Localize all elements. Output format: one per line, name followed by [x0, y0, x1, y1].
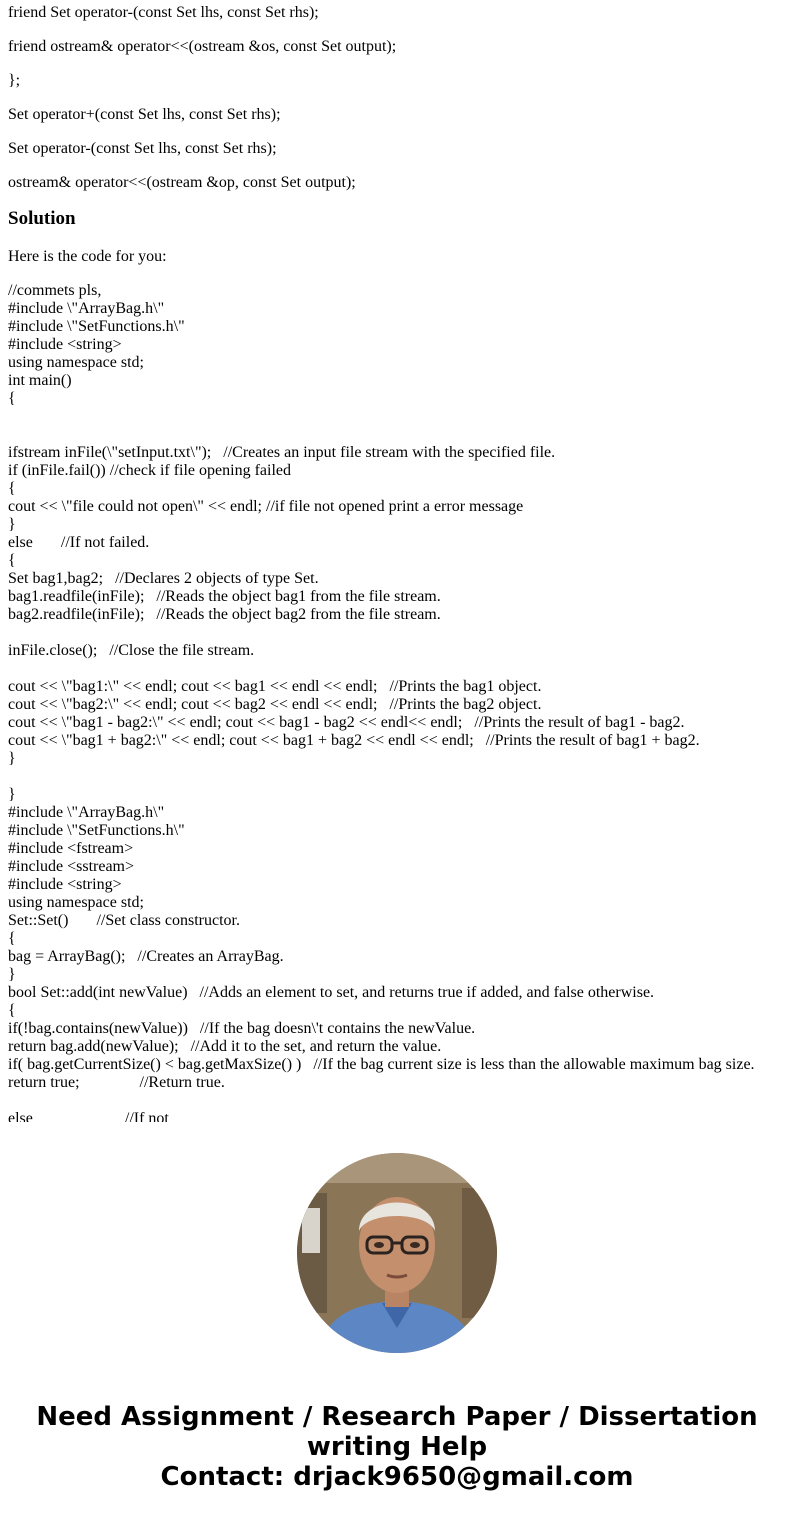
- code-line: bag2.readfile(inFile); //Reads the object bag2 from the file stream.: [8, 606, 441, 623]
- code-line: inFile.close(); //Close the file stream.: [8, 642, 255, 659]
- code-line: [8, 1092, 786, 1110]
- code-line: //commets pls,: [8, 282, 102, 299]
- solution-heading: Solution: [8, 208, 76, 229]
- code-line: {: [8, 390, 16, 407]
- code-line: {: [8, 930, 16, 947]
- intro-text: Here is the code for you:: [8, 248, 167, 265]
- declaration-line: ostream& operator<<(ostream &op, const Set output);: [8, 174, 356, 191]
- code-block: [8, 282, 786, 1122]
- code-line: cout << \"bag1:\" << endl; cout << bag1 << endl << endl; //Prints the bag1 object.: [8, 678, 542, 695]
- code-line: return bag.add(newValue); //Add it to the set, and return the value.: [8, 1038, 442, 1055]
- code-line: bag1.readfile(inFile); //Reads the object bag1 from the file stream.: [8, 588, 441, 605]
- promo-line-3[interactable]: Contact: drjack9650@gmail.com: [160, 1462, 634, 1492]
- code-line: return true; //Return true.: [8, 1074, 225, 1091]
- code-line: {: [8, 1002, 16, 1019]
- promo-line-2: writing Help: [306, 1432, 488, 1462]
- promo-text: [0, 1402, 794, 1492]
- code-line: [8, 624, 786, 642]
- code-line: if( bag.getCurrentSize() < bag.getMaxSize() ) //If the bag current size is less than the allowable maximum bag size.: [8, 1056, 755, 1073]
- declaration-line: friend Set operator-(const Set lhs, const Set rhs);: [8, 4, 319, 21]
- code-line: #include \"SetFunctions.h\": [8, 822, 185, 839]
- code-line: bag = ArrayBag(); //Creates an ArrayBag.: [8, 948, 284, 965]
- code-line: }: [8, 750, 16, 767]
- code-line: {: [8, 552, 16, 569]
- code-line: cout << \"bag1 - bag2:\" << endl; cout << bag1 - bag2 << endl<< endl; //Prints the result of bag1 - bag2.: [8, 714, 685, 731]
- code-line: if(!bag.contains(newValue)) //If the bag doesn\'t contains the newValue.: [8, 1020, 476, 1037]
- declaration-line: friend ostream& operator<<(ostream &os, const Set output);: [8, 38, 397, 55]
- code-line: #include <string>: [8, 876, 122, 893]
- code-line: [8, 426, 786, 444]
- code-line: cout << \"bag1 + bag2:\" << endl; cout << bag1 + bag2 << endl << endl; //Prints the result of bag1 + bag2.: [8, 732, 700, 749]
- code-line: #include <string>: [8, 336, 122, 353]
- code-line: }: [8, 966, 16, 983]
- code-line: cout << \"bag2:\" << endl; cout << bag2 << endl << endl; //Prints the bag2 object.: [8, 696, 542, 713]
- code-line: else //If not: [8, 1110, 169, 1122]
- code-line: if (inFile.fail()) //check if file opening failed: [8, 462, 291, 479]
- code-line: #include \"ArrayBag.h\": [8, 300, 165, 317]
- author-photo-image: [297, 1153, 497, 1353]
- code-line: int main(): [8, 372, 72, 389]
- code-line: #include \"ArrayBag.h\": [8, 804, 165, 821]
- declaration-lines: [8, 0, 786, 192]
- code-line: ifstream inFile(\"setInput.txt\"); //Creates an input file stream with the specified file.: [8, 444, 556, 461]
- code-line: Set::Set() //Set class constructor.: [8, 912, 240, 929]
- code-line: #include <fstream>: [8, 840, 134, 857]
- declaration-line: Set operator+(const Set lhs, const Set rhs);: [8, 106, 281, 123]
- code-line: [8, 408, 786, 426]
- promo-line-1: Need Assignment / Research Paper / Dissertation: [36, 1402, 758, 1432]
- author-photo: [297, 1153, 497, 1353]
- code-line: }: [8, 786, 16, 803]
- code-line: else //If not failed.: [8, 534, 150, 551]
- code-line: using namespace std;: [8, 354, 144, 371]
- code-line: {: [8, 480, 16, 497]
- promo-footer: [0, 1122, 794, 1523]
- code-line: [8, 768, 786, 786]
- code-line: #include <sstream>: [8, 858, 135, 875]
- declaration-line: };: [8, 72, 21, 89]
- declaration-line: Set operator-(const Set lhs, const Set rhs);: [8, 140, 277, 157]
- code-line: using namespace std;: [8, 894, 144, 911]
- code-line: }: [8, 516, 16, 533]
- code-line: #include \"SetFunctions.h\": [8, 318, 185, 335]
- code-line: [8, 660, 786, 678]
- code-line: cout << \"file could not open\" << endl; //if file not opened print a error message: [8, 498, 524, 515]
- code-line: Set bag1,bag2; //Declares 2 objects of type Set.: [8, 570, 319, 587]
- code-line: bool Set::add(int newValue) //Adds an element to set, and returns true if added, and false otherwise.: [8, 984, 655, 1001]
